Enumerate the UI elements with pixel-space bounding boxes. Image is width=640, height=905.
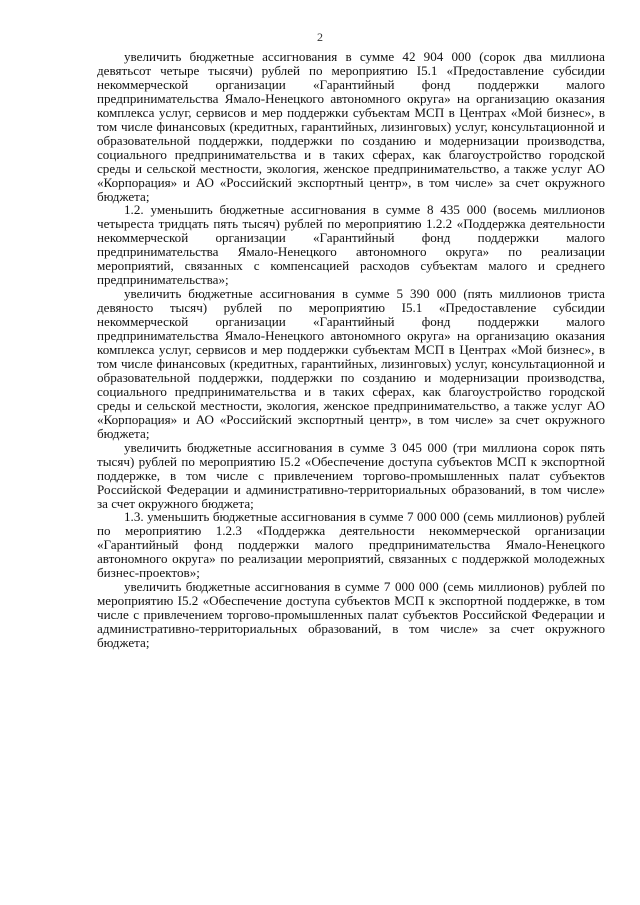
paragraph-increase-i5-1-first: увеличить бюджетные ассигнования в сумме 42 904 000 (сорок два миллиона девятьсот четыре тысячи) рублей по мероприятию I5.1 «Предоставление субсидии некоммерческой организации «Гарантийный фонд поддержки малого предпринимательства Ямало-Ненецкого автономного округа» на организацию оказания комплекса услуг, сервисов и мер поддержки субъектам МСП в Центрах «Мой бизнес», в том числе финансовых (кредитных, гарантийных, лизинговых) услуг, консультационной и образовательной поддержки, поддержки по созданию и модернизации производства, социального предпринимательства и в таких сферах, как благоустройство городской среды и сельской местности, экология, женское предпринимательство, а также услуг АО «Корпорация» и АО «Российский экспортный центр», в том числе» за счет окружного бюджета; (97, 49, 605, 204)
document-body (97, 50, 605, 650)
paragraph-increase-i5-2-second: увеличить бюджетные ассигнования в сумме 7 000 000 (семь миллионов) рублей по мероприятию I5.2 «Обеспечение доступа субъектов МСП к экспортной поддержке, в том числе с привлечением торгово-промышленных палат субъектов Российской Федерации и административно-территориальных образований, в том числе» за счет окружного бюджета; (97, 579, 605, 651)
paragraph-1-2-decrease: 1.2. уменьшить бюджетные ассигнования в сумме 8 435 000 (восемь миллионов четыреста тридцать пять тысяч) рублей по мероприятию 1.2.2 «Поддержка деятельности некоммерческой организации «Гарантийный фонд поддержки малого предпринимательства Ямало-Ненецкого автономного округа» по реализации мероприятий, связанных с компенсацией расходов субъектам малого и среднего предпринимательства»; (97, 202, 605, 288)
paragraph-increase-i5-2-first: увеличить бюджетные ассигнования в сумме 3 045 000 (три миллиона сорок пять тысяч) рублей по мероприятию I5.2 «Обеспечение доступа субъектов МСП к экспортной поддержке, в том числе с привлечением торгово-промышленных палат субъектов Российской Федерации и административно-территориальных образований, в том числе» за счет окружного бюджета; (97, 439, 605, 511)
paragraph-1-3-decrease: 1.3. уменьшить бюджетные ассигнования в сумме 7 000 000 (семь миллионов) рублей по мероприятию 1.2.3 «Поддержка деятельности некоммерческой организации «Гарантийный фонд поддержки малого предпринимательства Ямало-Ненецкого автономного округа» по реализации мероприятий, связанных с поддержкой молодежных бизнес-проектов»; (97, 509, 605, 581)
paragraph-increase-i5-1-second: увеличить бюджетные ассигнования в сумме 5 390 000 (пять миллионов триста девяносто тысяч) рублей по мероприятию I5.1 «Предоставление субсидии некоммерческой организации «Гарантийный фонд поддержки малого предпринимательства Ямало-Ненецкого автономного округа» на организацию оказания комплекса услуг, сервисов и мер поддержки субъектам МСП в Центрах «Мой бизнес», в том числе финансовых (кредитных, гарантийных, лизинговых) услуг, консультационной и образовательной поддержки, поддержки по созданию и модернизации производства, социального предпринимательства и в таких сферах, как благоустройство городской среды и сельской местности, экология, женское предпринимательство, а также услуг АО «Корпорация» и АО «Российский экспортный центр», в том числе» за счет окружного бюджета; (97, 286, 605, 441)
page-number: 2 (317, 30, 323, 44)
